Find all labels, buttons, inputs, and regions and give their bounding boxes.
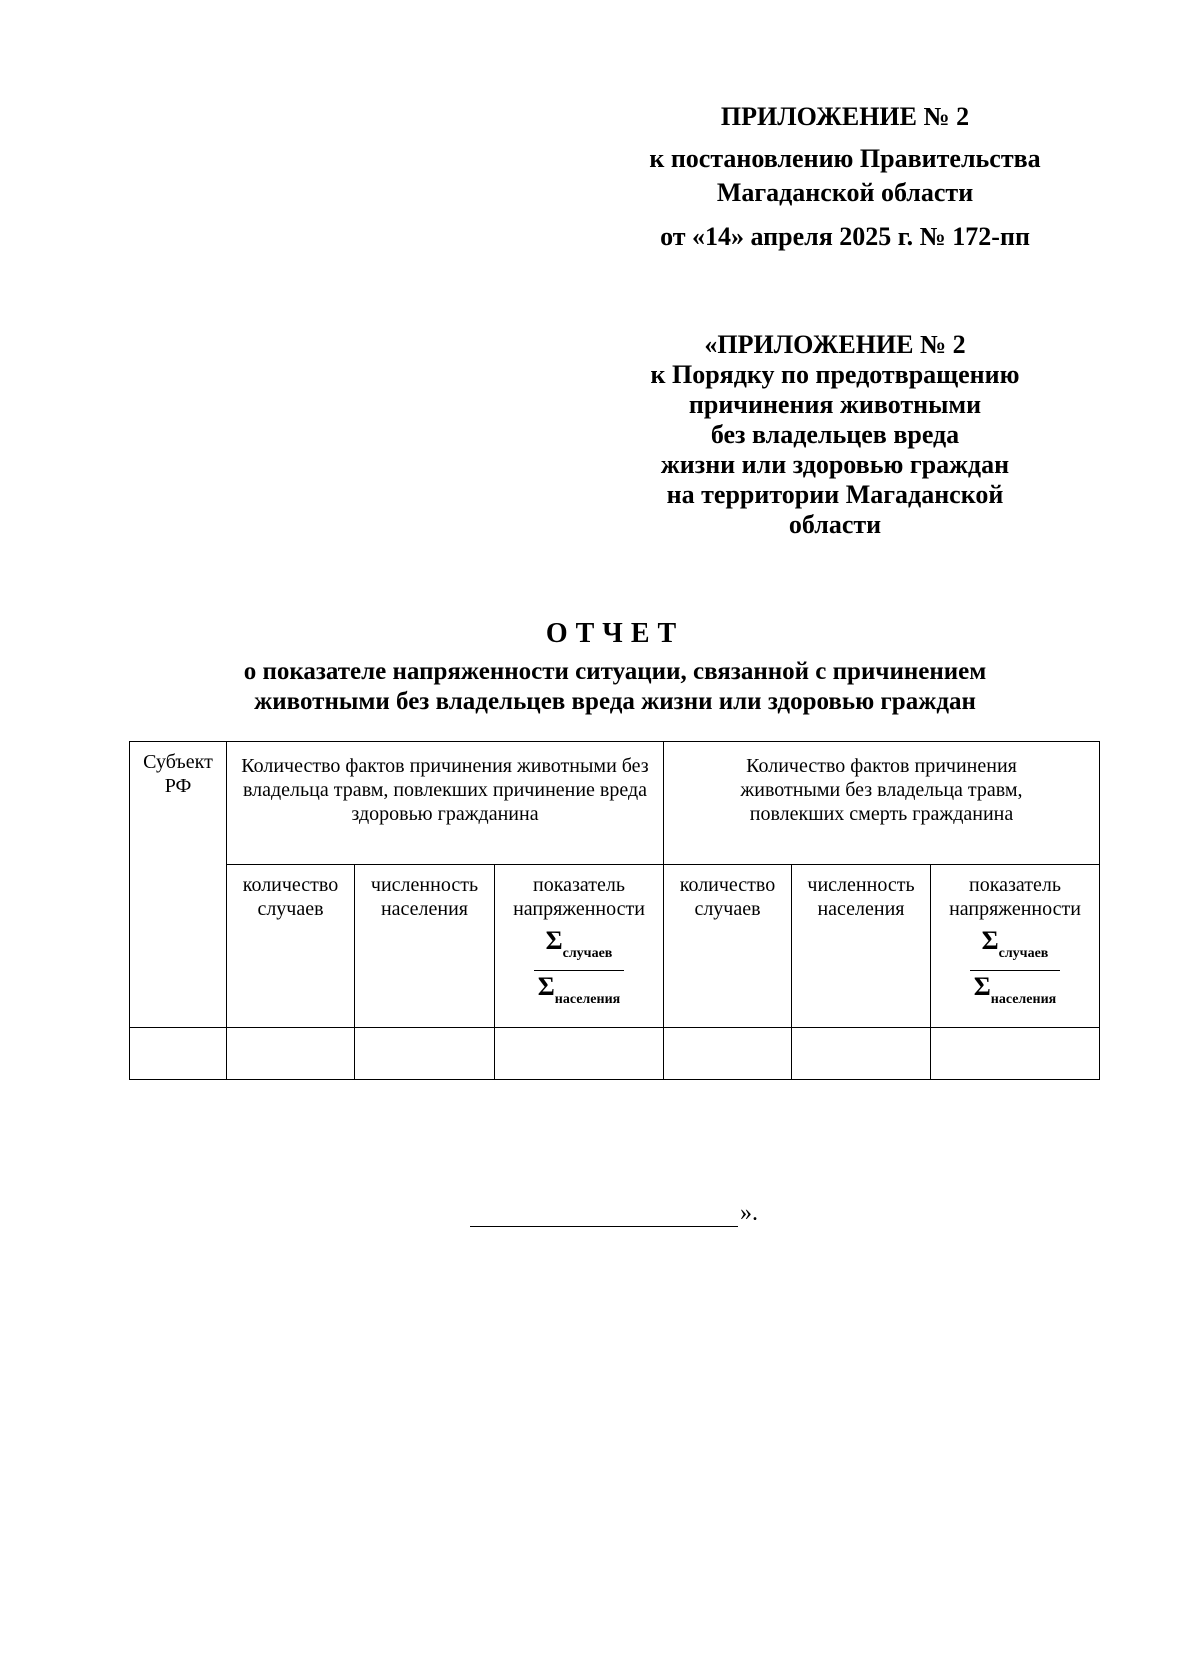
annex-order-line: на территории Магаданской — [666, 480, 1004, 509]
report-subtitle-line: животными без владельцев вреда жизни или здоровью граждан — [254, 688, 976, 715]
formula-denominator — [534, 971, 624, 1012]
denominator-subscript: населения — [990, 992, 1057, 1007]
annex-line: к постановлению Правительства — [649, 144, 1041, 173]
closing-mark — [470, 1200, 758, 1227]
col-index-label: показатель напряженности — [513, 874, 645, 920]
closing-quote: ». — [740, 1200, 758, 1226]
annex-date: от «14» апреля 2025 г. № 172-пп — [660, 222, 1030, 251]
numerator-subscript: случаев — [998, 946, 1049, 961]
col-index-label: показатель напряженности — [949, 874, 1081, 920]
empty-cell — [495, 1028, 664, 1080]
annex-header-resolution — [610, 100, 1080, 254]
empty-cell — [931, 1028, 1100, 1080]
col-population-label: численность населения — [370, 874, 479, 920]
formula-numerator — [534, 926, 624, 971]
formula-numerator — [970, 926, 1060, 971]
annex-order-line: к Порядку по предотвращению — [650, 360, 1020, 389]
col-cases-header — [664, 865, 792, 1028]
report-title: ОТЧЕТ — [545, 618, 685, 649]
annex-order-title: «ПРИЛОЖЕНИЕ № 2 — [704, 330, 966, 359]
index-formula — [534, 926, 624, 1012]
table-header-row — [130, 742, 1100, 865]
col-cases-label: количество случаев — [242, 874, 339, 920]
empty-cell — [792, 1028, 931, 1080]
sigma-symbol: Σ — [545, 926, 563, 955]
group-health-header-cell — [227, 742, 664, 865]
table-subheader-row — [130, 865, 1100, 1028]
group-health-header: Количество фактов причинения животными без владельца травм, повлекших причинение вреда здоровью гражданина — [241, 755, 649, 825]
annex-order-line: области — [788, 510, 882, 539]
sigma-symbol: Σ — [973, 972, 991, 1001]
col-population-header — [355, 865, 495, 1028]
col-index-header — [495, 865, 664, 1028]
index-formula — [970, 926, 1060, 1012]
annex-order-line: без владельцев вреда — [710, 420, 960, 449]
group-death-header: Количество фактов причинения животными без владельца травм, повлекших смерть гражданина — [740, 755, 1023, 825]
report-table — [129, 741, 1100, 1080]
formula-denominator — [970, 971, 1060, 1012]
denominator-subscript: населения — [554, 992, 621, 1007]
empty-cell — [227, 1028, 355, 1080]
report-subtitle-line: о показателе напряженности ситуации, связанной с причинением — [243, 658, 987, 685]
numerator-subscript: случаев — [562, 946, 613, 961]
col-population-label: численность населения — [807, 874, 915, 920]
col-population-header — [792, 865, 931, 1028]
annex-header-order — [600, 330, 1070, 540]
empty-cell — [130, 1028, 227, 1080]
col-cases-label: количество случаев — [679, 874, 776, 920]
subject-header: Субъект РФ — [143, 751, 213, 797]
col-index-header — [931, 865, 1100, 1028]
annex-line: Магаданской области — [716, 178, 974, 207]
group-death-header-cell — [664, 742, 1100, 865]
annex-order-line: причинения животными — [688, 390, 982, 419]
annex-order-line: жизни или здоровью граждан — [660, 450, 1010, 479]
subject-header-cell — [130, 742, 227, 1028]
sigma-symbol: Σ — [981, 926, 999, 955]
closing-underline — [470, 1202, 738, 1227]
annex-title: ПРИЛОЖЕНИЕ № 2 — [720, 102, 970, 131]
col-cases-header — [227, 865, 355, 1028]
empty-cell — [355, 1028, 495, 1080]
report-subtitle — [150, 657, 1080, 717]
sigma-symbol: Σ — [537, 972, 555, 1001]
table-row — [130, 1028, 1100, 1080]
empty-cell — [664, 1028, 792, 1080]
